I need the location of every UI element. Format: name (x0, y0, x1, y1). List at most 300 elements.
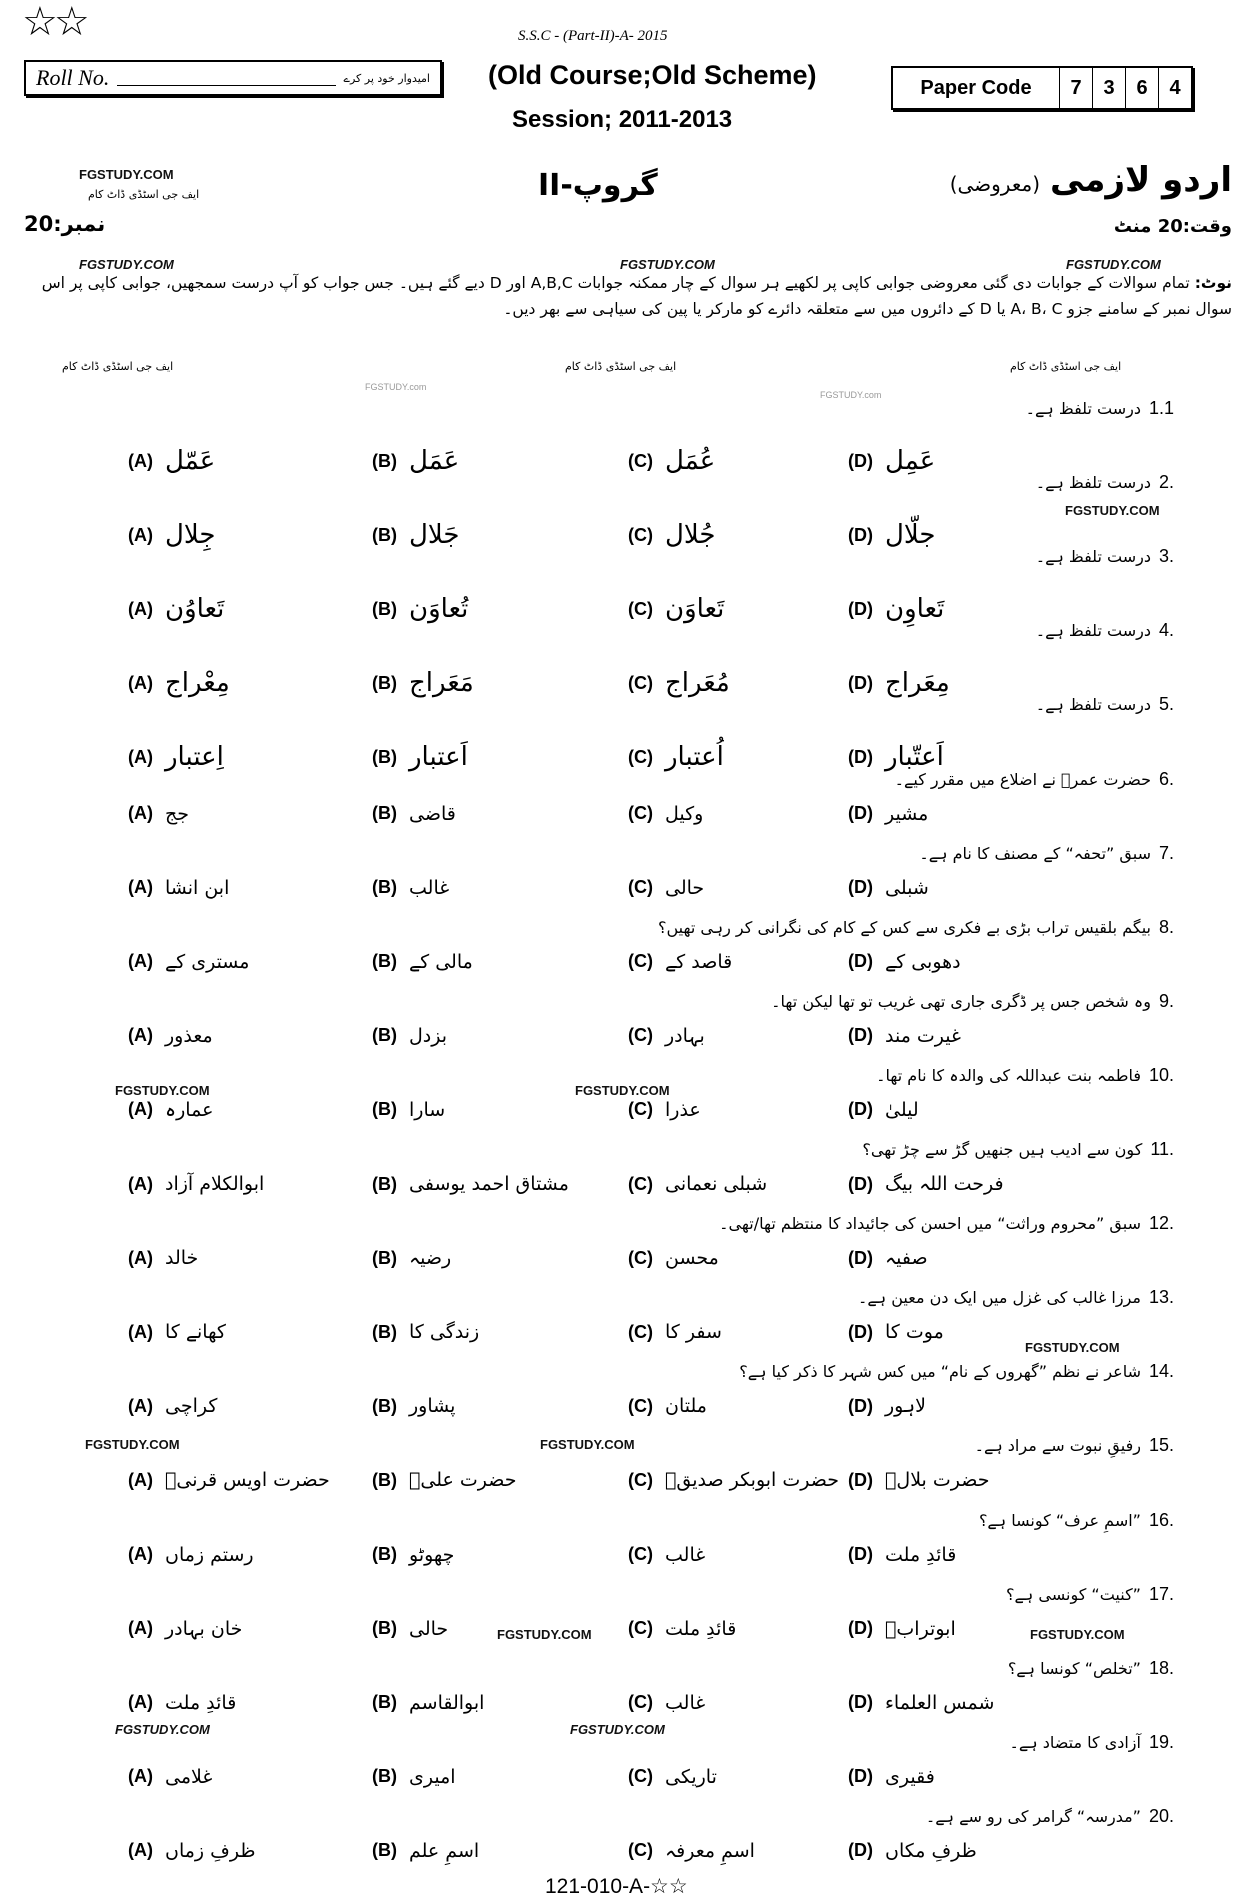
question-text: فاطمہ بنت عبداللہ کی والدہ کا نام تھا۔ (876, 1065, 1141, 1085)
answer-option[interactable] (372, 668, 474, 698)
option-label: (B) (372, 524, 397, 545)
question (1008, 1658, 1174, 1679)
option-text: قائدِ ملت (885, 1543, 957, 1566)
watermark: FGSTUDY.COM (79, 167, 174, 182)
answer-option[interactable] (848, 1025, 961, 1047)
option-text: تَعاوِن (885, 594, 945, 625)
answer-option[interactable] (848, 1469, 989, 1491)
option-text: اَعتّبار (885, 742, 944, 773)
question-text: رفیقِ نبوت سے مراد ہے۔ (974, 1436, 1141, 1456)
option-label: (C) (628, 1840, 653, 1861)
option-label: (B) (372, 746, 397, 767)
watermark-faint: FGSTUDY.com (820, 390, 882, 400)
question (739, 1361, 1174, 1382)
option-text: جِلال (165, 520, 216, 551)
answer-option[interactable] (372, 1247, 451, 1269)
answer-option[interactable] (372, 1840, 479, 1862)
question (1036, 472, 1174, 493)
option-text: معذور (165, 1024, 213, 1047)
option-label: (B) (372, 877, 397, 898)
answer-option[interactable] (848, 1247, 928, 1269)
option-label: (A) (128, 1395, 153, 1416)
answer-option[interactable] (128, 446, 215, 476)
answer-option[interactable] (628, 446, 715, 476)
question-text: درست تلفظ ہے۔ (1035, 695, 1151, 715)
question (895, 769, 1174, 790)
option-label: (D) (848, 746, 873, 767)
question (858, 1287, 1174, 1308)
option-text: زندگی کا (409, 1321, 480, 1344)
option-label: (C) (628, 1544, 653, 1564)
option-text: اسمِ علم (409, 1839, 480, 1862)
option-label: (B) (372, 1099, 397, 1120)
option-text: شبلی (885, 876, 929, 899)
question (862, 1139, 1174, 1160)
option-text: اِعتبار (165, 742, 224, 773)
answer-option[interactable] (372, 446, 459, 476)
question-text: ”مدرسہ“ گرامر کی رو سے ہے۔ (925, 1806, 1141, 1826)
answer-option[interactable] (128, 951, 249, 973)
option-text: کھانے کا (165, 1321, 226, 1344)
option-text: کراچی (165, 1395, 218, 1418)
option-label: (D) (848, 1692, 873, 1713)
answer-option[interactable] (372, 1469, 517, 1491)
answer-option[interactable] (628, 803, 703, 825)
answer-option[interactable] (372, 1692, 484, 1714)
option-label: (C) (628, 524, 653, 545)
watermark-urdu: ایف جی اسٹڈی ڈاٹ کام (1010, 360, 1122, 373)
answer-option[interactable] (848, 594, 944, 624)
option-label: (A) (128, 1173, 153, 1194)
option-label: (C) (628, 1247, 653, 1268)
watermark-urdu: ایف جی اسٹڈی ڈاٹ کام (62, 360, 174, 373)
option-text: تاریکی (665, 1765, 717, 1788)
option-label: (A) (128, 1544, 153, 1564)
question-number: 2. (1158, 472, 1174, 493)
answer-option[interactable] (848, 1840, 977, 1862)
question-text: ”اسمِ عرف“ کونسا ہے؟ (978, 1510, 1141, 1530)
option-text: خالد (165, 1247, 199, 1270)
option-label: (A) (128, 1025, 153, 1046)
paper-code-digit: 6 (1125, 68, 1158, 108)
option-text: لاہور (885, 1395, 926, 1418)
answer-option[interactable] (372, 803, 456, 825)
question-number: 10. (1148, 1064, 1174, 1085)
option-text: چھوٹو (409, 1543, 455, 1566)
option-text: جلّال (885, 520, 936, 551)
option-text: رضیہ (409, 1247, 452, 1270)
question-number: 6. (1158, 768, 1174, 789)
option-text: غالب (665, 1543, 706, 1566)
question-number: 13. (1148, 1287, 1174, 1308)
watermark-urdu: ایف جی اسٹڈی ڈاٹ کام (565, 360, 677, 373)
watermark: FGSTUDY.COM (620, 257, 715, 272)
option-text: حالی (665, 876, 705, 899)
option-text: سارا (409, 1098, 446, 1121)
question (876, 1065, 1174, 1086)
answer-option[interactable] (372, 1618, 448, 1640)
option-label: (D) (848, 1025, 873, 1046)
option-text: شبلی نعمانی (665, 1173, 768, 1195)
option-text: حضرت علیؓ (409, 1469, 517, 1492)
question-text: سبق ”تحفہ“ کے مصنف کا نام ہے۔ (919, 843, 1151, 863)
watermark: FGSTUDY.COM (497, 1627, 592, 1642)
question-number: 12. (1148, 1213, 1174, 1234)
answer-option[interactable] (628, 1321, 722, 1343)
answer-option[interactable] (128, 1247, 198, 1269)
question (1006, 1584, 1174, 1605)
answer-option[interactable] (372, 1173, 569, 1195)
question (975, 1435, 1174, 1456)
option-text: امیری (409, 1765, 456, 1788)
answer-option[interactable] (372, 520, 459, 550)
question (1036, 694, 1174, 715)
watermark-faint: FGSTUDY.com (365, 382, 427, 392)
answer-option[interactable] (628, 594, 724, 624)
option-text: رستم زماں (165, 1543, 254, 1566)
roll-note: امیدوار خود پر کرے (343, 71, 430, 85)
watermark: FGSTUDY.COM (540, 1437, 635, 1452)
answer-option[interactable] (848, 1766, 935, 1788)
option-label: (D) (848, 1099, 873, 1120)
question-text: درست تلفظ ہے۔ (1035, 473, 1151, 493)
option-label: (D) (848, 1840, 873, 1861)
answer-option[interactable] (848, 1395, 926, 1417)
answer-option[interactable] (128, 1025, 213, 1047)
option-label: (B) (372, 951, 397, 972)
option-text: غالب (409, 876, 450, 899)
option-label: (D) (848, 450, 873, 471)
option-label: (A) (128, 1766, 153, 1787)
option-label: (C) (628, 1099, 653, 1120)
answer-option[interactable] (128, 1544, 254, 1566)
option-text: عذرا (665, 1098, 701, 1121)
question-text: آزادی کا متضاد ہے۔ (1009, 1732, 1141, 1752)
answer-option[interactable] (128, 1173, 264, 1195)
option-text: جُلال (665, 520, 716, 551)
option-label: (B) (372, 1544, 397, 1564)
answer-option[interactable] (848, 1099, 919, 1121)
option-text: حضرت ابوبکر صدیقؓ (665, 1469, 839, 1492)
question-number: 7. (1158, 842, 1174, 863)
answer-option[interactable] (628, 1099, 701, 1121)
option-text: ابوالکلام آزاد (165, 1173, 265, 1195)
option-label: (A) (128, 1247, 153, 1268)
question-text: ”کنیت“ کونسی ہے؟ (1006, 1584, 1141, 1604)
option-label: (B) (372, 1395, 397, 1416)
watermark: FGSTUDY.COM (1030, 1627, 1125, 1642)
question-number: 20. (1148, 1805, 1174, 1826)
answer-option[interactable] (372, 594, 468, 624)
option-text: تُعاوَن (409, 594, 469, 625)
option-text: فرحت اللہ بیگ (885, 1173, 1004, 1195)
roll-number-field[interactable] (117, 71, 335, 86)
answer-option[interactable] (372, 1025, 447, 1047)
option-text: مِعْراج (165, 668, 230, 699)
answer-option[interactable] (848, 1321, 944, 1343)
subject-name: اردو لازمی (1050, 160, 1232, 200)
answer-option[interactable] (128, 877, 229, 899)
option-label: (A) (128, 951, 153, 972)
answer-option[interactable] (628, 1395, 707, 1417)
option-label: (C) (628, 672, 653, 693)
answer-option[interactable] (628, 520, 715, 550)
question-number: 5. (1158, 694, 1174, 715)
answer-option[interactable] (372, 1099, 445, 1121)
option-text: غالب (665, 1691, 706, 1714)
answer-option[interactable] (128, 594, 224, 624)
watermark: FGSTUDY.COM (115, 1083, 210, 1098)
option-label: (A) (128, 877, 153, 898)
option-text: اُعتبار (665, 742, 724, 773)
option-text: مالی کے (409, 950, 473, 973)
answer-option[interactable] (372, 742, 468, 772)
question-text: حضرت عمرؓ نے اضلاع میں مقرر کیے۔ (894, 769, 1151, 789)
option-text: مشیر (885, 802, 929, 825)
answer-option[interactable] (128, 1766, 212, 1788)
paper-code-box (891, 66, 1193, 110)
option-label: (A) (128, 803, 153, 823)
answer-option[interactable] (128, 1395, 217, 1417)
question-text: شاعر نے نظم ”گھروں کے نام“ میں کس شہر کا ذکر کیا ہے؟ (739, 1362, 1141, 1382)
option-label: (A) (128, 1692, 153, 1713)
option-text: غلامی (165, 1765, 213, 1788)
question-number: 1.1 (1148, 398, 1174, 418)
paper-code-digit: 3 (1092, 68, 1125, 108)
answer-option[interactable] (848, 951, 961, 973)
option-text: مشتاق احمد یوسفی (409, 1173, 569, 1195)
option-text: بزدل (409, 1024, 448, 1047)
note-prefix: نوٹ: (1194, 274, 1232, 292)
option-text: سفر کا (665, 1321, 722, 1344)
answer-option[interactable] (128, 1692, 236, 1714)
question-text: وہ شخص جس پر ڈگری جاری تھی غریب تو تھا لیکن تھا۔ (771, 991, 1151, 1011)
question-number: 17. (1148, 1583, 1174, 1604)
option-label: (D) (848, 1544, 873, 1564)
question-number: 19. (1148, 1731, 1174, 1752)
option-label: (D) (848, 803, 873, 823)
answer-option[interactable] (628, 742, 724, 772)
question-text: درست تلفظ ہے۔ (1035, 621, 1151, 641)
option-label: (B) (372, 1692, 397, 1713)
answer-option[interactable] (628, 1247, 719, 1269)
answer-option[interactable] (848, 877, 929, 899)
stars-mark: ☆☆ (22, 0, 86, 45)
answer-option[interactable] (848, 1173, 1004, 1195)
option-text: قاضی (409, 802, 456, 825)
answer-option[interactable] (128, 1840, 255, 1862)
option-text: ابن انشا (165, 876, 230, 899)
note-text: تمام سوالات کے جوابات دی گئی معروضی جوابی کاپی پر لکھیے ہر سوال کے چار ممکنہ جوابات A,B,C اور D دیے گئے ہیں۔ جس جواب کو آپ درست سمجھیں، جوابی کاپی پر اس سوال نمبر کے سامنے جزو A، B، C یا D کے دائروں میں سے متعلقہ دائرے کو مارکر یا پین کی سیاہی سے بھر دیں۔ (41, 274, 1232, 318)
option-text: تَعاوُن (165, 594, 225, 625)
option-text: مستری کے (165, 950, 250, 973)
roll-label: Roll No. (36, 65, 110, 90)
answer-option[interactable] (628, 668, 730, 698)
watermark: FGSTUDY.COM (79, 257, 174, 272)
watermark: FGSTUDY.COM (1066, 257, 1161, 272)
answer-option[interactable] (128, 520, 215, 550)
option-label: (C) (628, 1321, 653, 1342)
option-text: محسن (665, 1247, 719, 1270)
paper-code-digit: 7 (1070, 76, 1082, 99)
option-label: (A) (128, 746, 153, 767)
option-label: (B) (372, 1766, 397, 1787)
answer-option[interactable] (628, 1840, 755, 1862)
answer-option[interactable] (372, 951, 473, 973)
answer-option[interactable] (128, 1321, 226, 1343)
option-label: (D) (848, 1766, 873, 1787)
option-text: مَعَراج (409, 668, 474, 699)
option-text: عَمَل (409, 446, 460, 476)
answer-option[interactable] (628, 951, 732, 973)
answer-option[interactable] (372, 1395, 455, 1417)
option-label: (B) (372, 450, 397, 471)
answer-option[interactable] (128, 803, 189, 825)
option-label: (C) (628, 877, 653, 898)
answer-option[interactable] (848, 520, 935, 550)
answer-option[interactable] (128, 1618, 242, 1640)
option-text: اَعتبار (409, 742, 468, 773)
paper-code-digit: 4 (1158, 68, 1191, 108)
option-label: (C) (628, 450, 653, 471)
answer-option[interactable] (128, 1099, 213, 1121)
option-label: (A) (128, 450, 153, 471)
question-text: کون سے ادیب ہیں جنھیں گڑ سے چڑ تھی؟ (862, 1140, 1143, 1159)
answer-option[interactable] (372, 877, 449, 899)
option-text: دھوبی کے (885, 950, 961, 973)
question-text: ”تخلص“ کونسا ہے؟ (1007, 1658, 1141, 1678)
option-label: (A) (128, 1469, 153, 1490)
option-label: (C) (628, 1395, 653, 1416)
question-number: 11. (1150, 1139, 1174, 1159)
option-label: (C) (628, 1766, 653, 1787)
exam-title: S.S.C - (Part-II)-A- 2015 (518, 28, 668, 44)
answer-option[interactable] (848, 1544, 956, 1566)
option-text: صفیہ (885, 1247, 928, 1270)
option-text: عُمَل (665, 446, 716, 476)
option-text: حالی (409, 1617, 449, 1640)
option-text: خان بہادر (165, 1617, 243, 1640)
question-number: 18. (1148, 1657, 1174, 1678)
option-text: فقیری (885, 1765, 935, 1788)
option-text: مِعَراج (885, 668, 950, 699)
question (1036, 620, 1174, 641)
option-label: (D) (848, 1395, 873, 1416)
option-label: (B) (372, 1173, 397, 1194)
option-label: (B) (372, 803, 397, 823)
course-scheme: (Old Course;Old Scheme) (488, 60, 817, 90)
instructions-note (18, 270, 1232, 322)
option-text: عمارہ (165, 1098, 214, 1121)
option-text: شمس العلماء (885, 1691, 995, 1714)
option-label: (B) (372, 1247, 397, 1268)
paper-code-label: Paper Code (893, 68, 1060, 108)
option-label: (A) (128, 1840, 153, 1861)
answer-option[interactable] (628, 1766, 717, 1788)
answer-option[interactable] (628, 1025, 705, 1047)
option-text: قائدِ ملت (165, 1691, 237, 1714)
option-text: حضرت اویس قرنیؓ (165, 1469, 330, 1492)
option-label: (B) (372, 1618, 397, 1639)
question (719, 1213, 1174, 1234)
option-text: بہادر (665, 1024, 705, 1047)
question-text: مرزا غالب کی غزل میں ایک دن معین ہے۔ (858, 1288, 1141, 1308)
option-text: لیلیٰ (885, 1098, 919, 1121)
watermark: FGSTUDY.COM (115, 1722, 210, 1737)
answer-option[interactable] (628, 1618, 736, 1640)
answer-option[interactable] (628, 1544, 705, 1566)
answer-option[interactable] (628, 1692, 705, 1714)
answer-option[interactable] (128, 668, 230, 698)
question-number: 15. (1148, 1435, 1174, 1456)
option-text: غیرت مند (885, 1024, 961, 1047)
answer-option[interactable] (848, 446, 935, 476)
watermark-urdu: ایف جی اسٹڈی ڈاٹ کام (88, 188, 200, 201)
option-label: (B) (372, 1840, 397, 1861)
option-label: (A) (128, 1321, 153, 1342)
answer-option[interactable] (848, 1618, 956, 1640)
question (1026, 398, 1174, 419)
time-allowed: وقت:20 منٹ (1113, 216, 1232, 237)
question-number: 9. (1158, 990, 1174, 1011)
option-text: قاصد کے (665, 950, 733, 973)
answer-option[interactable] (372, 1321, 479, 1343)
option-label: (D) (848, 1618, 873, 1639)
answer-option[interactable] (848, 803, 928, 825)
subject-title (950, 160, 1232, 200)
option-text: عَمّل (165, 446, 216, 476)
option-label: (A) (128, 672, 153, 693)
subject-type: (معروضی) (949, 172, 1040, 196)
option-label: (C) (628, 1469, 653, 1490)
option-text: پشاور (409, 1395, 456, 1418)
answer-option[interactable] (372, 1766, 456, 1788)
option-text: قائدِ ملت (665, 1617, 737, 1640)
option-text: جج (165, 802, 190, 825)
option-label: (B) (372, 1469, 397, 1490)
option-label: (C) (628, 1025, 653, 1046)
answer-option[interactable] (128, 742, 224, 772)
question (979, 1510, 1174, 1531)
option-text: ظرفِ مکاں (885, 1839, 977, 1862)
option-label: (D) (848, 1247, 873, 1268)
option-label: (D) (848, 524, 873, 545)
answer-option[interactable] (628, 877, 704, 899)
answer-option[interactable] (628, 1469, 839, 1491)
roll-number-box (24, 60, 442, 96)
option-label: (D) (848, 1469, 873, 1490)
question-number: 8. (1158, 916, 1174, 937)
option-label: (A) (128, 524, 153, 545)
answer-option[interactable] (848, 668, 950, 698)
option-text: ملتان (665, 1395, 707, 1418)
question-number: 3. (1158, 546, 1174, 567)
answer-option[interactable] (372, 1544, 454, 1566)
question (926, 1806, 1174, 1827)
option-label: (D) (848, 877, 873, 898)
option-label: (D) (848, 598, 873, 619)
option-text: مُعَراج (665, 668, 730, 699)
watermark: FGSTUDY.COM (1025, 1340, 1120, 1355)
option-label: (A) (128, 1099, 153, 1120)
option-label: (B) (372, 1025, 397, 1046)
option-label: (C) (628, 951, 653, 972)
option-text: حضرت بلالؓ (885, 1469, 990, 1492)
answer-option[interactable] (848, 1692, 994, 1714)
answer-option[interactable] (628, 1173, 767, 1195)
answer-option[interactable] (128, 1469, 330, 1491)
option-text: ابوترابؓ (885, 1617, 956, 1640)
